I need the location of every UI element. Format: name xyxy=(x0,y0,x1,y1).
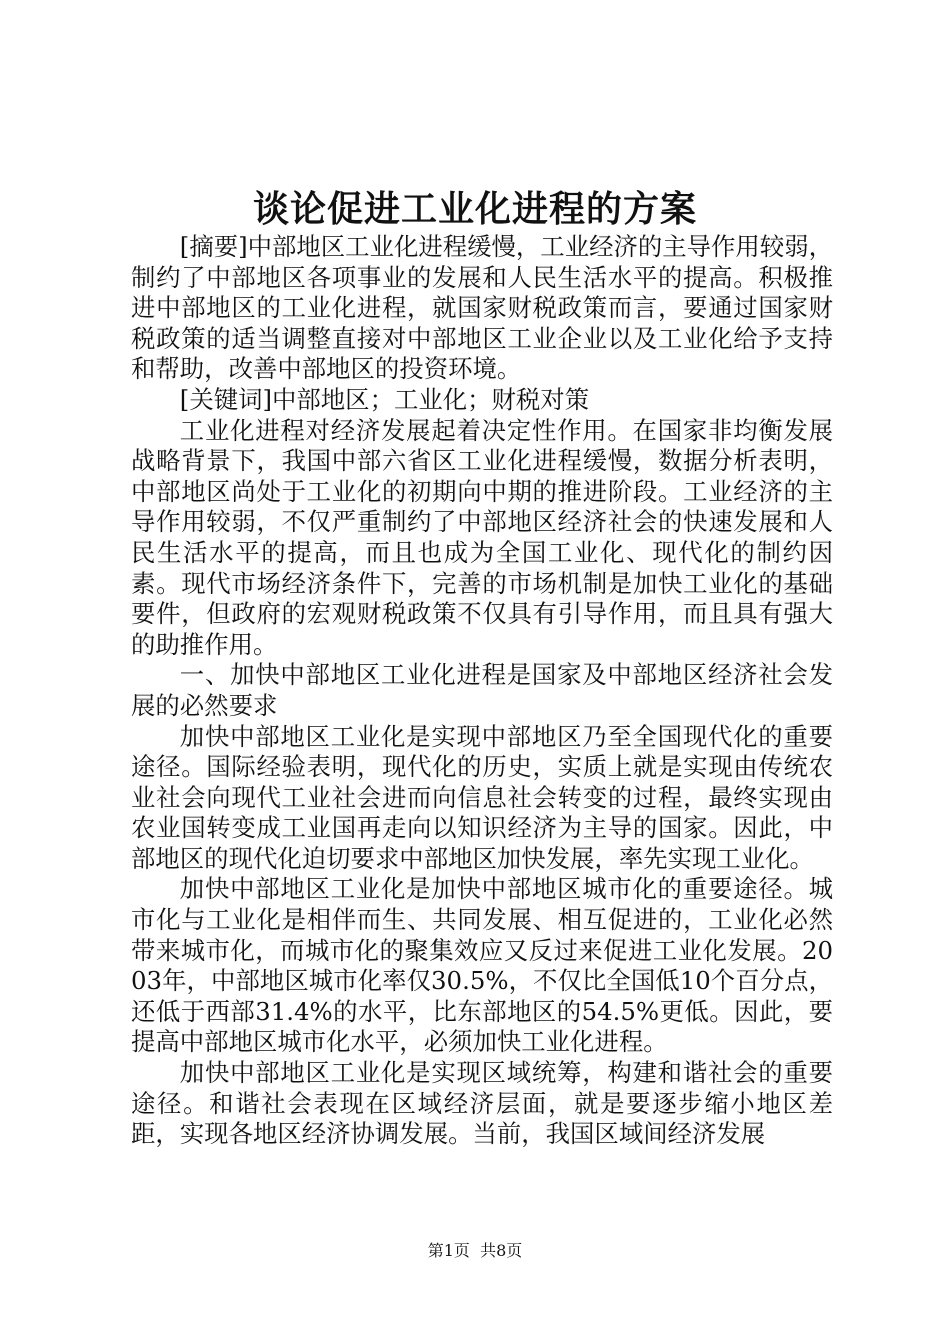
page-number: 第1页 共8页 xyxy=(427,1241,523,1260)
document-body xyxy=(131,232,833,1150)
document-title: 谈论促进工业化进程的方案 xyxy=(252,188,697,230)
body-paragraph: 工业化进程对经济发展起着决定性作用。在国家非均衡发展战略背景下，我国中部六省区工业化进程缓慢，数据分析表明，中部地区尚处于工业化的初期向中期的推进阶段。工业经济的主导作用较弱，不仅严重制约了中部地区经济社会的快速发展和人民生活水平的提高，而且也成为全国工业化、现代化的制约因素。现代市场经济条件下，完善的市场机制是加快工业化的基础要件，但政府的宏观财税政策不仅具有引导作用，而且具有强大的助推作用。 xyxy=(131,415,833,659)
page-footer xyxy=(0,1240,950,1262)
body-paragraph: 加快中部地区工业化是实现中部地区乃至全国现代化的重要途径。国际经验表明，现代化的历史，实质上就是实现由传统农业社会向现代工业社会进而向信息社会转变的过程，最终实现由农业国转变成工业国再走向以知识经济为主导的国家。因此，中部地区的现代化迫切要求中部地区加快发展，率先实现工业化。 xyxy=(131,721,833,873)
abstract-paragraph: [摘要]中部地区工业化进程缓慢，工业经济的主导作用较弱，制约了中部地区各项事业的发展和人民生活水平的提高。积极推进中部地区的工业化进程，就国家财税政策而言，要通过国家财税政策的适当调整直接对中部地区工业企业以及工业化给予支持和帮助，改善中部地区的投资环境。 xyxy=(131,232,833,384)
body-paragraph: 加快中部地区工业化是实现区域统筹，构建和谐社会的重要途径。和谐社会表现在区域经济层面，就是要逐步缩小地区差距，实现各地区经济协调发展。当前，我国区域间经济发展 xyxy=(131,1058,833,1149)
keywords-paragraph: [关键词]中部地区；工业化；财税对策 xyxy=(179,384,590,414)
section-heading: 一、加快中部地区工业化进程是国家及中部地区经济社会发展的必然要求 xyxy=(131,660,833,720)
body-paragraph: 加快中部地区工业化是加快中部地区城市化的重要途径。城市化与工业化是相伴而生、共同发展、相互促进的，工业化必然带来城市化，而城市化的聚集效应又反过来促进工业化发展。2003年，中部地区城市化率仅30.5%，不仅比全国低10个百分点，还低于西部31.4%的水平，比东部地区的54.5%更低。因此，要提高中部地区城市化水平，必须加快工业化进程。 xyxy=(131,874,833,1057)
